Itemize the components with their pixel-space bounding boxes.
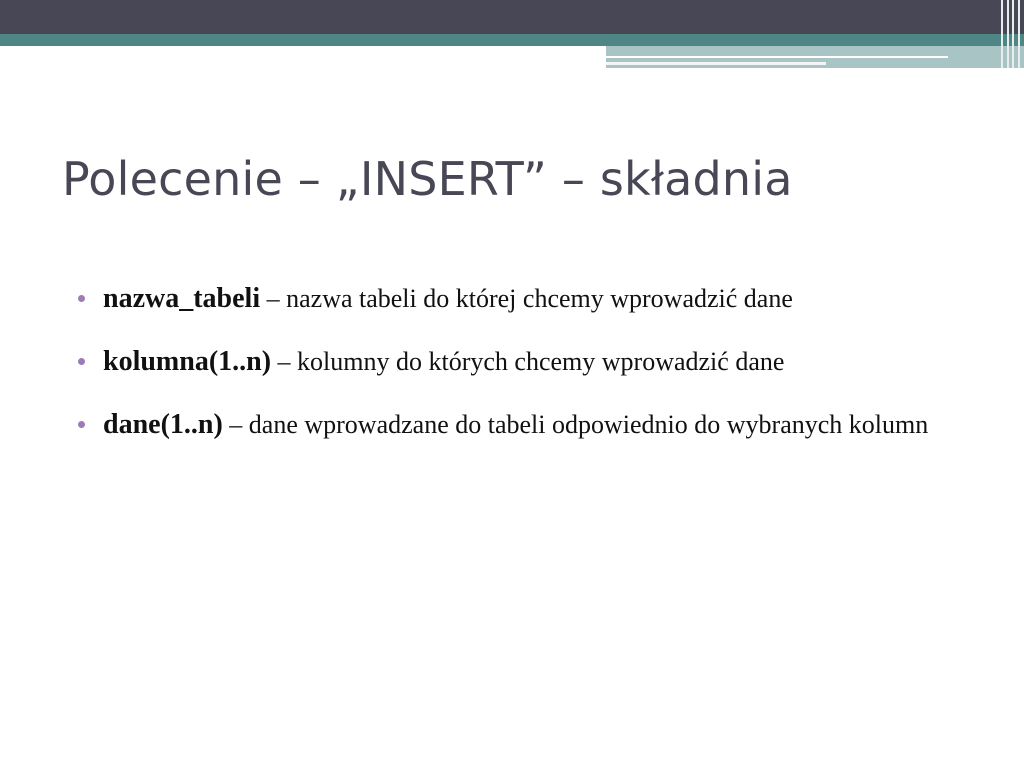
header-band-dark [0, 0, 1024, 34]
header-line [606, 56, 948, 58]
bullet-separator: – [222, 410, 249, 439]
bullet-description: nazwa tabeli do której chcemy wprowadzić dane [286, 284, 793, 313]
bullet-dot-icon [78, 421, 85, 428]
bullet-item [78, 333, 978, 391]
slide-title: Polecenie – „INSERT” – składnia [62, 152, 793, 206]
bullet-dot-icon [78, 358, 85, 365]
bullet-description: kolumny do których chcemy wprowadzić dane [297, 347, 785, 376]
bullet-term: dane(1..n) [103, 409, 223, 440]
bullet-item [78, 396, 978, 454]
bullet-term: nazwa_tabeli [103, 283, 261, 314]
bullet-separator: – [260, 284, 287, 313]
bullet-description: dane wprowadzane do tabeli odpowiednio do wybranych kolumn [248, 410, 929, 439]
bullet-list [78, 270, 978, 459]
bullet-separator: – [271, 347, 298, 376]
header-line-short [606, 62, 826, 65]
bullet-dot-icon [78, 295, 85, 302]
bullet-item [78, 270, 978, 328]
header-band-teal [0, 34, 1024, 46]
header-stripes [994, 0, 1024, 68]
bullet-term: kolumna(1..n) [103, 346, 272, 377]
